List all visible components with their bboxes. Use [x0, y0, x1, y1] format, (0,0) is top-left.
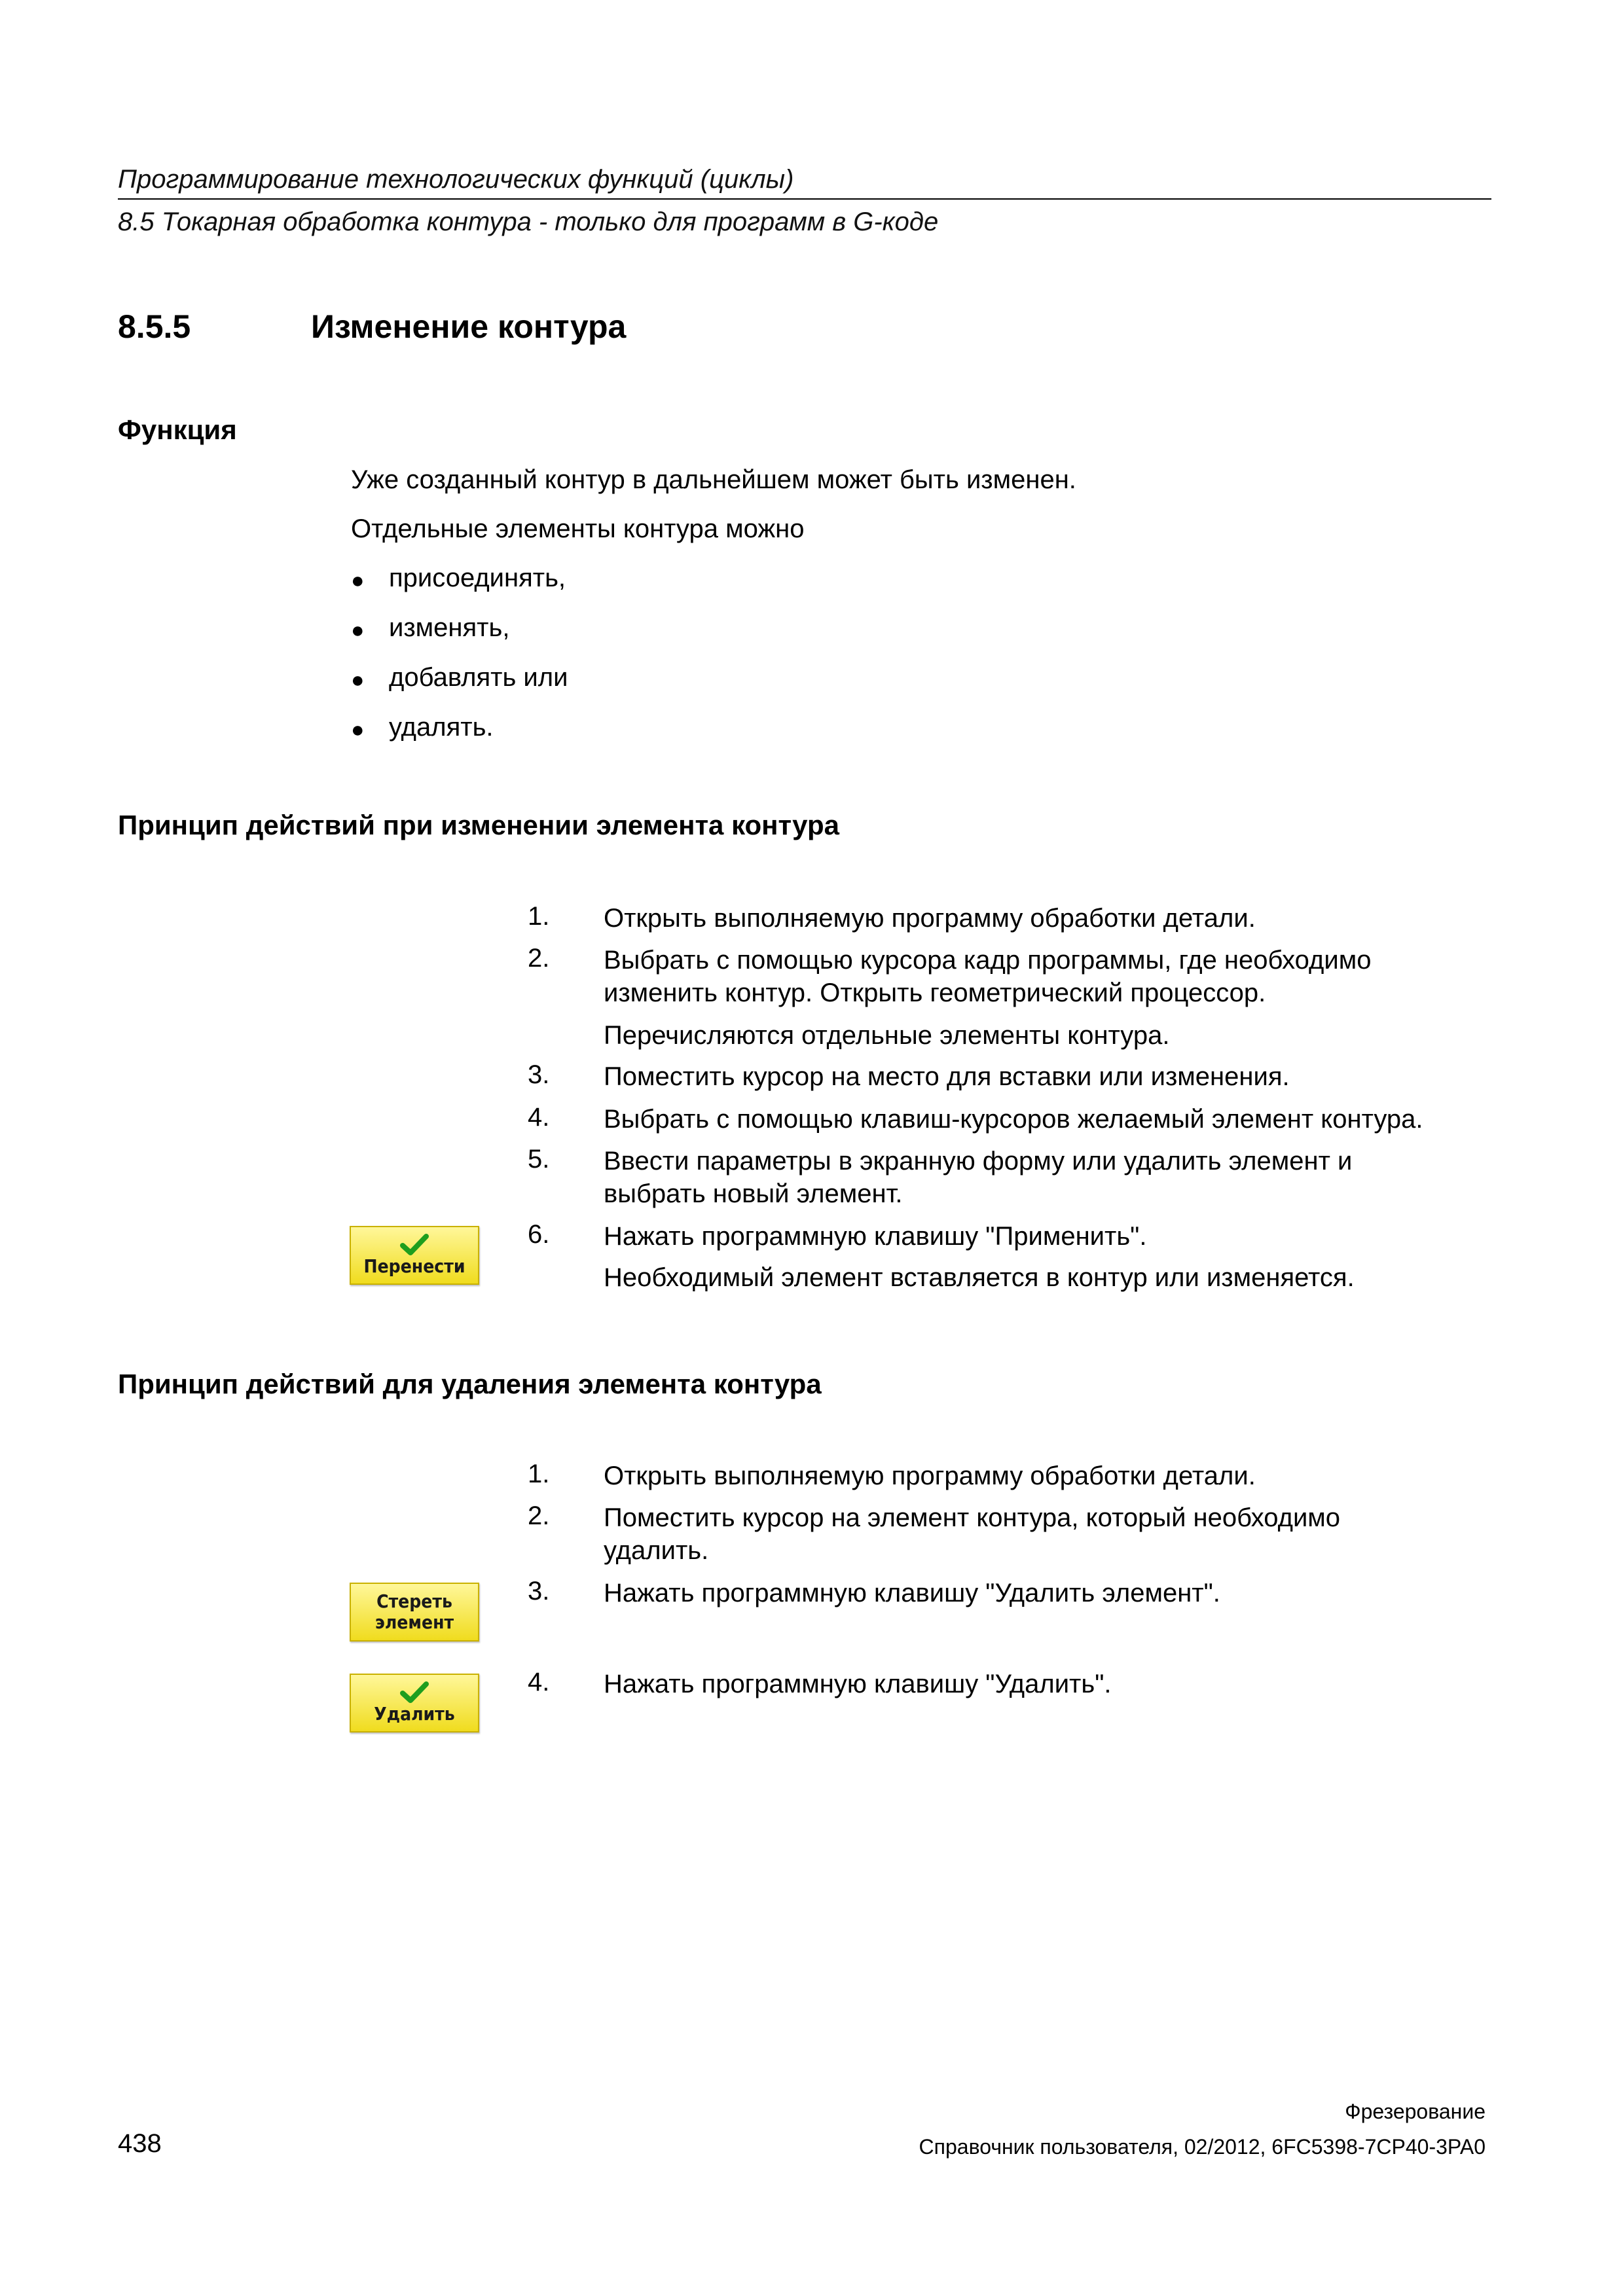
delete-element-softkey-button[interactable]: [350, 1583, 479, 1641]
step-note: Перечисляются отдельные элементы контура.: [604, 1021, 1170, 1050]
step-text: Нажать программную клавишу "Удалить".: [604, 1670, 1112, 1698]
page-number: 438: [118, 2129, 162, 2158]
step-text: Нажать программную клавишу "Удалить элемент".: [604, 1579, 1220, 1607]
bullet-item: присоединять,: [389, 564, 566, 592]
step-text: Открыть выполняемую программу обработки детали.: [604, 1462, 1256, 1490]
header-rule: [118, 198, 1491, 200]
section-title: Изменение контура: [311, 308, 627, 345]
function-heading: Функция: [118, 414, 237, 445]
step-text: Поместить курсор на место для вставки или изменения.: [604, 1062, 1290, 1091]
step-text: Выбрать с помощью клавиш-курсоров желаемый элемент контура.: [604, 1105, 1423, 1134]
step-number: 3.: [528, 1060, 550, 1089]
step-text: изменить контур. Открыть геометрический процессор.: [604, 978, 1266, 1007]
running-header-chapter: Программирование технологических функций (циклы): [118, 165, 794, 194]
bullet-dot: ●: [351, 568, 365, 593]
step-text: Выбрать с помощью курсора кадр программы, где необходимо: [604, 946, 1372, 975]
step-number: 2.: [528, 1501, 550, 1530]
step-number: 4.: [528, 1668, 550, 1696]
section-number: 8.5.5: [118, 308, 191, 345]
apply-softkey-button[interactable]: [350, 1226, 479, 1285]
footer-book-title: Фрезерование: [1345, 2100, 1486, 2123]
step-number: 4.: [528, 1103, 550, 1132]
modify-heading: Принцип действий при изменении элемента контура: [118, 810, 839, 840]
checkmark-icon: [400, 1681, 429, 1704]
step-number: 6.: [528, 1220, 550, 1249]
step-text: удалить.: [604, 1536, 709, 1565]
step-note: Необходимый элемент вставляется в контур или изменяется.: [604, 1263, 1355, 1292]
step-number: 3.: [528, 1577, 550, 1605]
bullet-item: изменять,: [389, 613, 510, 642]
step-number: 1.: [528, 1460, 550, 1488]
step-text: Ввести параметры в экранную форму или удалить элемент и: [604, 1147, 1353, 1175]
bullet-item: добавлять или: [389, 663, 568, 692]
running-header-section: 8.5 Токарная обработка контура - только для программ в G-коде: [118, 207, 939, 236]
bullet-dot: ●: [351, 668, 365, 692]
bullet-item: удалять.: [389, 713, 494, 742]
step-number: 2.: [528, 944, 550, 973]
step-text: Открыть выполняемую программу обработки детали.: [604, 904, 1256, 933]
bullet-dot: ●: [351, 717, 365, 742]
step-text: выбрать новый элемент.: [604, 1179, 903, 1208]
footer-reference: Справочник пользователя, 02/2012, 6FC5398-7CP40-3PA0: [919, 2135, 1486, 2159]
delete-softkey-label: Удалить: [374, 1703, 455, 1725]
delete-softkey-button[interactable]: [350, 1674, 479, 1732]
bullet-dot: ●: [351, 618, 365, 643]
step-text: Нажать программную клавишу "Применить".: [604, 1222, 1147, 1251]
delete-heading: Принцип действий для удаления элемента контура: [118, 1369, 822, 1399]
function-paragraph-2: Отдельные элементы контура можно: [351, 514, 805, 543]
function-paragraph-1: Уже созданный контур в дальнейшем может быть изменен.: [351, 465, 1076, 494]
delete-element-softkey-label-line2: элемент: [374, 1611, 454, 1633]
step-text: Поместить курсор на элемент контура, который необходимо: [604, 1503, 1341, 1532]
step-number: 5.: [528, 1145, 550, 1174]
apply-softkey-label: Перенести: [363, 1255, 465, 1277]
step-number: 1.: [528, 902, 550, 931]
delete-element-softkey-label-line1: Стереть: [376, 1590, 452, 1612]
checkmark-icon: [400, 1234, 429, 1256]
